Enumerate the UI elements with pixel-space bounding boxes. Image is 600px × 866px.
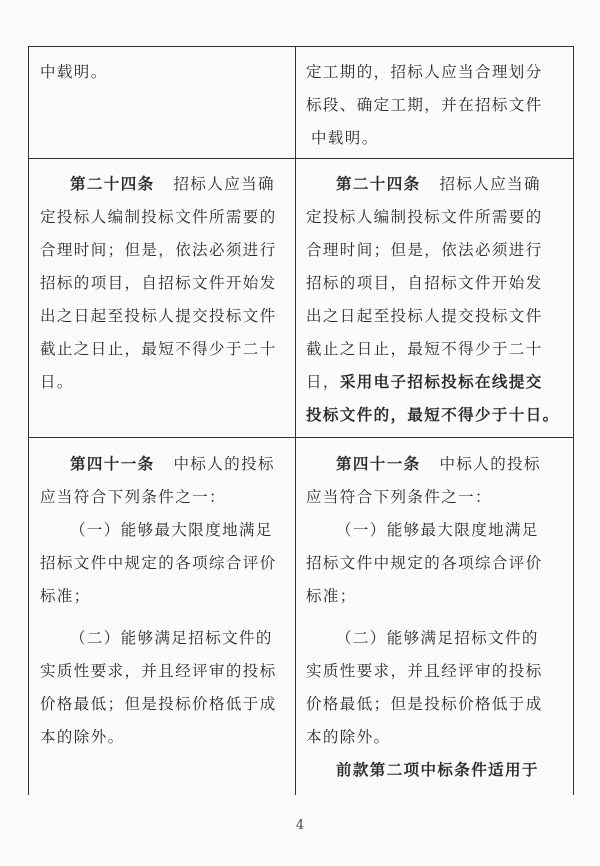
text-line: 招标的项目，自招标文件开始发 (306, 274, 543, 292)
amended-text-line (306, 370, 543, 392)
table-border-right (573, 46, 574, 795)
amended-text: 采用电子招标投标在线提交 (339, 373, 543, 391)
amended-text-line: 前款第二项中标条件适用于 (336, 761, 539, 779)
table-border-left (28, 46, 29, 795)
text-line: 定投标人编制投标文件所需要的 (306, 208, 543, 226)
text-line: （一）能够最大限度地满足 (336, 521, 539, 539)
article-text: 招标人应当确 (439, 175, 541, 193)
table-row-divider (28, 437, 574, 438)
text-line: （二）能够满足招标文件的 (70, 629, 273, 647)
text-line: 本的除外。 (306, 728, 391, 746)
article-text: 中标人的投标 (439, 455, 541, 473)
text-line: 合理时间；但是，依法必须进行 (40, 241, 277, 259)
article-number: 第四十一条 (70, 455, 155, 473)
text-span: 日， (306, 373, 340, 391)
text-line: 标准； (40, 587, 91, 605)
text-line: 定投标人编制投标文件所需要的 (40, 208, 277, 226)
text-line: 应当符合下列条件之一： (306, 488, 492, 506)
text-line: 中载明。 (40, 63, 108, 81)
text-line: 价格最低；但是投标价格低于成 (40, 695, 277, 713)
text-line: 标段、确定工期，并在招标文件 (306, 96, 543, 114)
text-line: 出之日起至投标人提交投标文件 (40, 307, 277, 325)
text-line: 截止之日止，最短不得少于二十 (40, 340, 277, 358)
table-row-divider (28, 158, 574, 159)
text-line: 合理时间；但是，依法必须进行 (306, 241, 543, 259)
article-number: 第二十四条 (70, 175, 155, 193)
article-text: 中标人的投标 (173, 455, 275, 473)
text-line: 实质性要求，并且经评审的投标 (40, 662, 277, 680)
amended-text-line: 投标文件的，最短不得少于十日。 (306, 406, 560, 424)
text-line: （二）能够满足招标文件的 (336, 629, 539, 647)
article-number: 第二十四条 (336, 175, 421, 193)
text-line: 招标的项目，自招标文件开始发 (40, 274, 277, 292)
text-line: 中载明。 (311, 129, 379, 147)
article-heading-line (336, 452, 541, 474)
text-line: 日。 (40, 373, 74, 391)
article-heading-line (336, 172, 541, 194)
article-text: 招标人应当确 (173, 175, 275, 193)
article-number: 第四十一条 (336, 455, 421, 473)
text-line: 标准； (306, 587, 357, 605)
text-line: 价格最低；但是投标价格低于成 (306, 695, 543, 713)
text-line: 截止之日止，最短不得少于二十 (306, 340, 543, 358)
table-column-divider (295, 46, 296, 795)
text-line: 招标文件中规定的各项综合评价 (40, 554, 277, 572)
text-line: 实质性要求，并且经评审的投标 (306, 662, 543, 680)
text-line: 应当符合下列条件之一： (40, 488, 226, 506)
text-line: （一）能够最大限度地满足 (70, 521, 273, 539)
text-line: 招标文件中规定的各项综合评价 (306, 554, 543, 572)
table-border-top (28, 46, 574, 47)
text-line: 出之日起至投标人提交投标文件 (306, 307, 543, 325)
page-number: 4 (295, 818, 305, 833)
text-line: 本的除外。 (40, 728, 125, 746)
text-line: 定工期的，招标人应当合理划分 (306, 63, 543, 81)
article-heading-line (70, 172, 275, 194)
article-heading-line (70, 452, 275, 474)
